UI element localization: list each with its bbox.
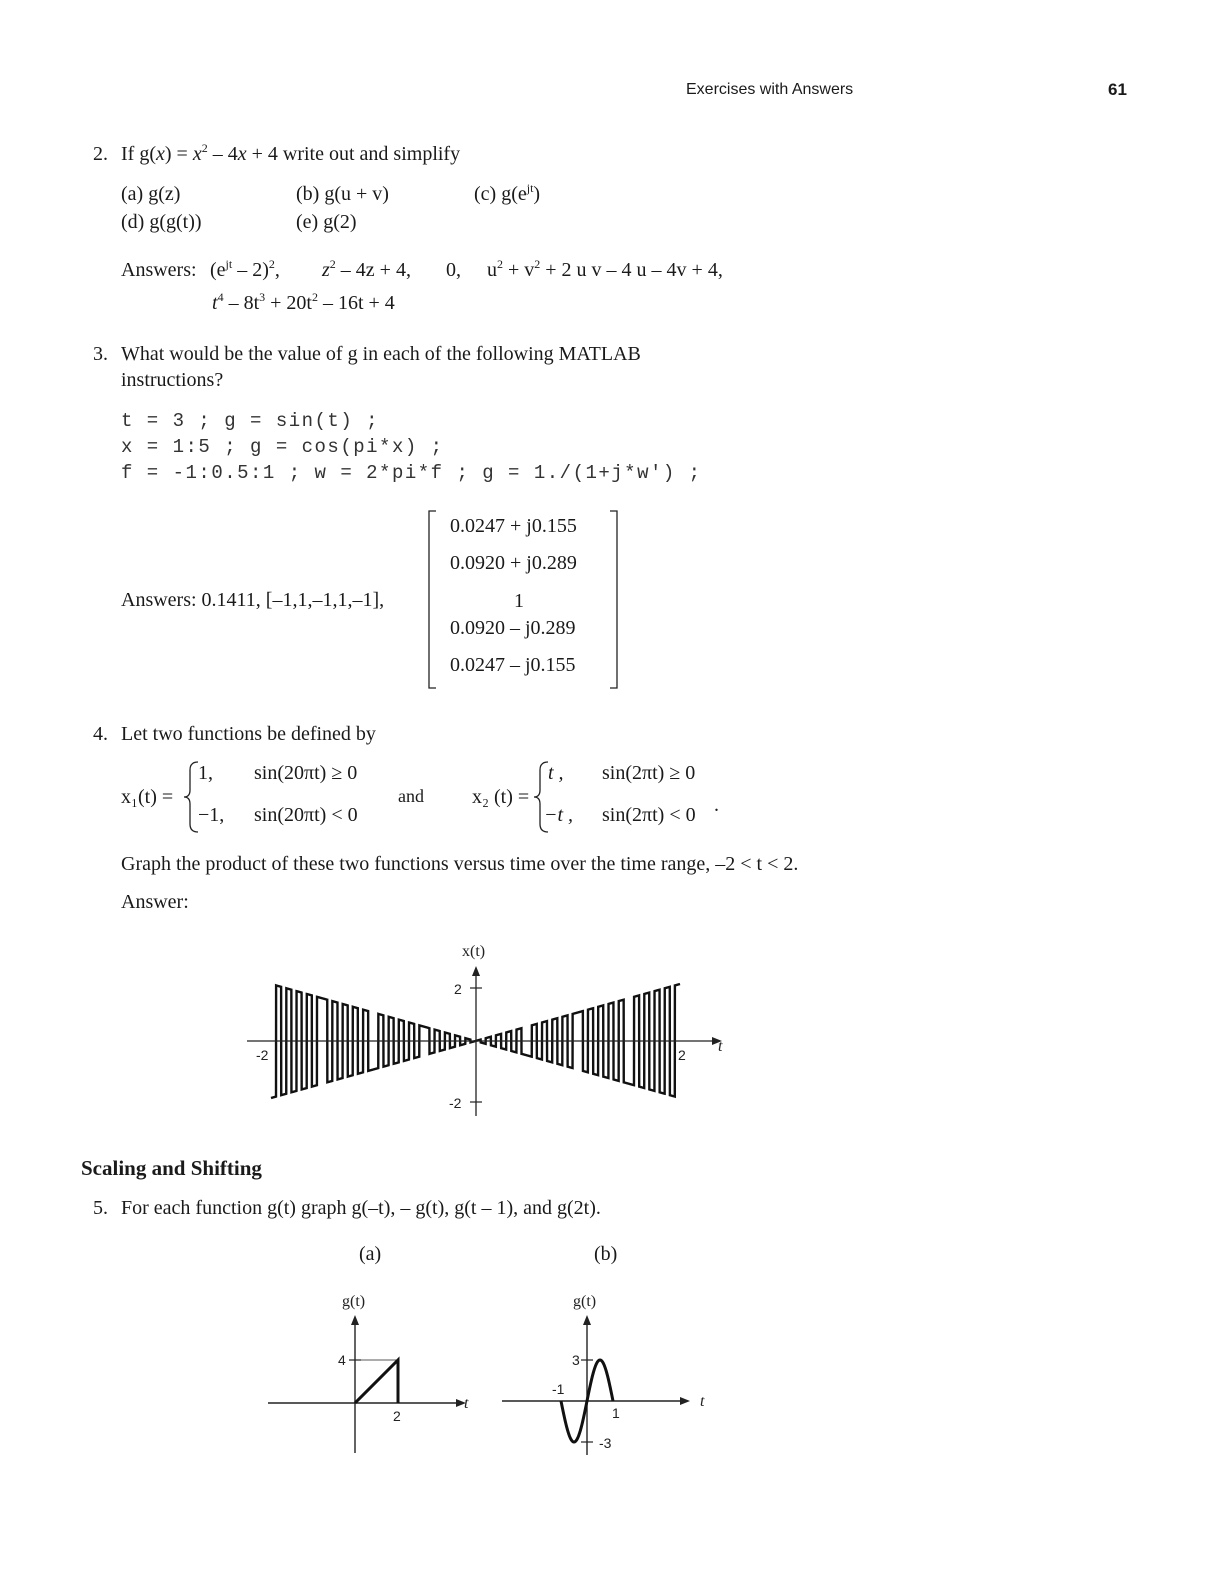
exercise-5-prompt: For each function g(t) graph g(–t), – g(t), g(t – 1), and g(2t).: [121, 1197, 601, 1219]
x1-label: x₁(t) =: [121, 786, 174, 808]
y-tick-label: 4: [338, 1352, 346, 1368]
y-axis-label: g(t): [342, 1293, 366, 1310]
x-axis-label: t: [464, 1395, 469, 1412]
part-b: (b) g(u + v): [296, 183, 389, 205]
answer-1: $(e^{jt} - 2)^2$,: [210, 257, 280, 281]
matrix-entry: 0.0247 + j0.155: [450, 515, 577, 537]
y-tick-label: -3: [599, 1435, 612, 1451]
exercise-3-answers: Answers: 0.1411, [–1,1,–1,1,–1],: [121, 589, 385, 611]
x-axis-label: t: [718, 1038, 723, 1055]
x1-case1-condition: sin(20πt) ≥ 0: [254, 762, 358, 784]
x2-case2-condition: sin(2πt) < 0: [602, 804, 696, 826]
plot-a-label: (a): [359, 1243, 382, 1265]
x-tick-label: 1: [612, 1405, 620, 1421]
x1-case2-value: −1,: [198, 804, 225, 826]
exercise-number: 2.: [93, 143, 108, 165]
x2-case1-condition: sin(2πt) ≥ 0: [602, 762, 696, 784]
part-e: (e) g(2): [296, 211, 357, 233]
exercise-number: 4.: [93, 723, 108, 745]
exercise-number: 5.: [93, 1197, 108, 1219]
running-title: Exercises with Answers: [686, 81, 854, 98]
x-tick-label: -1: [552, 1381, 565, 1397]
part-a: (a) g(z): [121, 183, 181, 205]
x-axis-label: t: [700, 1393, 705, 1410]
y-axis-label: x(t): [462, 943, 486, 960]
exercise-number: 3.: [93, 343, 108, 365]
matrix-entry: 0.0920 – j0.289: [450, 617, 576, 639]
y-tick-label: 3: [572, 1352, 580, 1368]
page-number: 61: [1108, 80, 1127, 99]
y-axis-label: g(t): [573, 1293, 597, 1310]
and-connector: and: [398, 786, 424, 806]
exercise-3-prompt-line2: instructions?: [121, 369, 224, 391]
code-line: x = 1:5 ; g = cos(pi*x) ;: [121, 436, 444, 458]
y-tick-label: 2: [454, 981, 462, 997]
part-c: (c) $g(e^{jt})$: [474, 181, 541, 205]
x2-case2-value: −t ,: [544, 804, 574, 826]
answers-label: Answers:: [121, 259, 197, 281]
part-d: (d) g(g(t)): [121, 211, 202, 233]
x1-case1-value: 1,: [198, 762, 213, 784]
exercise-2-prompt: If $g(x) = x^2 - 4x + 4$ write out and simplify: [121, 141, 461, 165]
graph-prompt: Graph the product of these two functions versus time over the time range, –2 < t < 2.: [121, 853, 799, 875]
answer-3: 0,: [446, 259, 461, 281]
answer-label: Answer:: [121, 891, 189, 913]
section-title: Scaling and Shifting: [81, 1156, 262, 1180]
x-tick-label: -2: [256, 1047, 269, 1063]
plot-b-label: (b): [594, 1243, 618, 1265]
code-line: f = -1:0.5:1 ; w = 2*pi*f ; g = 1./(1+j*w') ;: [121, 462, 702, 484]
answer-2: $z^2 - 4z + 4$,: [322, 257, 411, 281]
x-tick-label: 2: [678, 1047, 686, 1063]
answer-5: $t^4 - 8t^3 + 20t^2 - 16t + 4$: [212, 290, 395, 314]
answer-4: $u^2 + v^2 + 2$ u v – 4 u – 4v + 4,: [487, 257, 723, 281]
exercise-3-prompt-line1: What would be the value of g in each of the following MATLAB: [121, 343, 641, 365]
matrix-entry: 1: [514, 590, 524, 612]
x-axis-arrow: [680, 1397, 690, 1405]
exercise-4-prompt: Let two functions be defined by: [121, 723, 376, 745]
matrix-entry: 0.0247 – j0.155: [450, 654, 576, 676]
matrix-entry: 0.0920 + j0.289: [450, 552, 577, 574]
y-tick-label: -2: [449, 1095, 462, 1111]
x2-label: x₂ (t) =: [472, 786, 530, 808]
end-dot: .: [714, 794, 719, 816]
y-axis-arrow: [583, 1315, 591, 1325]
x1-case2-condition: sin(20πt) < 0: [254, 804, 358, 826]
x-tick-label: 2: [393, 1408, 401, 1424]
code-line: t = 3 ; g = sin(t) ;: [121, 410, 380, 432]
x2-case1-value: t ,: [548, 762, 564, 784]
